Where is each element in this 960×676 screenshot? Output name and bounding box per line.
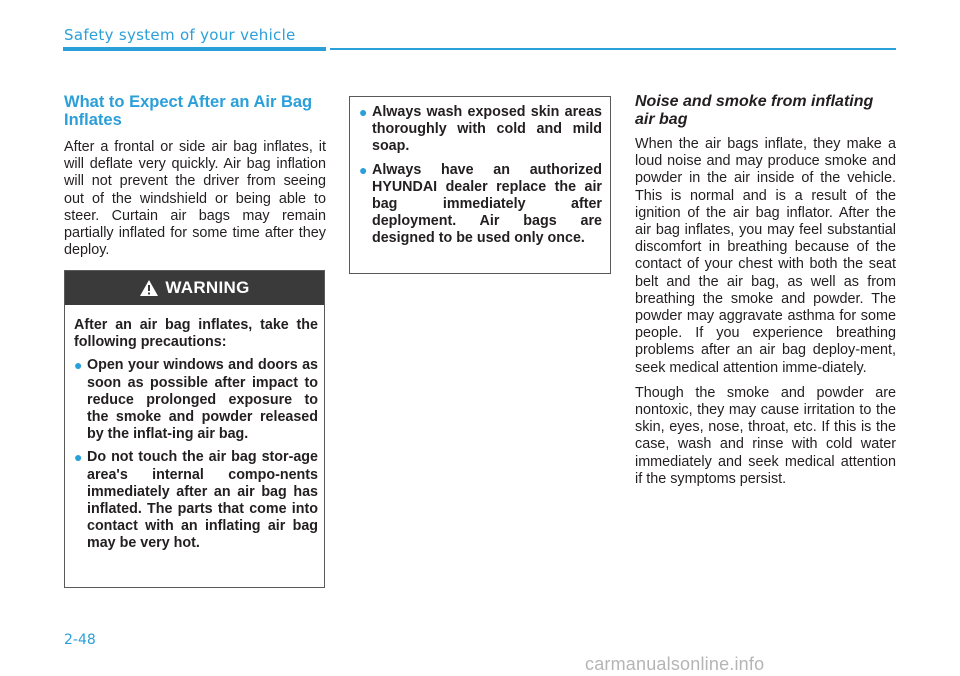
page-number: 2-48	[64, 632, 96, 648]
list-item	[359, 162, 602, 248]
right-paragraph-2: Though the smoke and powder are nontoxic, they may cause irritation to the skin, eyes, nose, throat, etc. If this is the case, wash and rinse with cold water immediately and seek medical attention if the symptoms persist.	[635, 384, 896, 487]
right-paragraph-1: When the air bags inflate, they make a loud noise and may produce smoke and powder in the air inside of the vehicle. This is normal and is a result of the ignition of the air bag inflator. After the air bag inflates, you may feel substantial discomfort in breathing because of the contact of your chest with both the seat belt and the air bag, as well as from breathing the smoke and powder. The powder may aggravate asthma for some people. If you experience breathing problems after an air bag deploy-ment, seek medical attention imme-diately.	[635, 136, 896, 376]
watermark: carmanualsonline.info	[585, 654, 765, 674]
continued-warning-box	[349, 96, 611, 274]
left-paragraph: After a frontal or side air bag inflates, it will deflate very quickly. Air bag inflation will not prevent the driver from seeing out of the windshield or being able to steer. Curtain air bags may remain partially inflated for some time after they deploy.	[64, 139, 326, 259]
bullet-dot-icon: ●	[74, 449, 83, 466]
right-column	[635, 93, 896, 488]
warning-triangle-icon	[139, 279, 159, 297]
warning-title: WARNING	[165, 278, 250, 297]
warning-body	[65, 305, 324, 553]
warning-list	[74, 357, 318, 552]
bullet-dot-icon: ●	[74, 357, 83, 374]
warning-box	[64, 270, 325, 588]
warning-item-text: Open your windows and doors as soon as possible after impact to reduce prolonged exposure to the smoke and powder released by the inflat-ing air bag.	[87, 357, 318, 443]
continued-list	[359, 104, 602, 248]
section-title: Safety system of your vehicle	[64, 26, 296, 44]
bullet-dot-icon: ●	[359, 104, 368, 120]
bullet-dot-icon: ●	[359, 161, 368, 178]
header-rule-thin	[330, 48, 896, 50]
warning-header	[65, 271, 324, 305]
header-rule-thick	[63, 47, 326, 51]
continued-item-text: Always have an authorized HYUNDAI dealer replace the air bag immediately after deployment. Air bags are designed to be used only once.	[372, 161, 602, 247]
left-column	[64, 93, 326, 259]
right-heading: Noise and smoke from inflating air bag	[635, 93, 874, 128]
list-item	[74, 357, 318, 443]
warning-item-text: Do not touch the air bag stor-age area's internal compo-nents immediately after an air bag has inflated. The parts that come into contact with an inflating air bag may be very hot.	[87, 449, 318, 552]
warning-intro: After an air bag inflates, take the following precautions:	[74, 317, 318, 351]
list-item	[74, 449, 318, 552]
list-item	[359, 104, 602, 156]
continued-item-text: Always wash exposed skin areas thoroughly with cold and mild soap.	[372, 104, 602, 155]
left-heading: What to Expect After an Air Bag Inflates	[64, 93, 313, 129]
